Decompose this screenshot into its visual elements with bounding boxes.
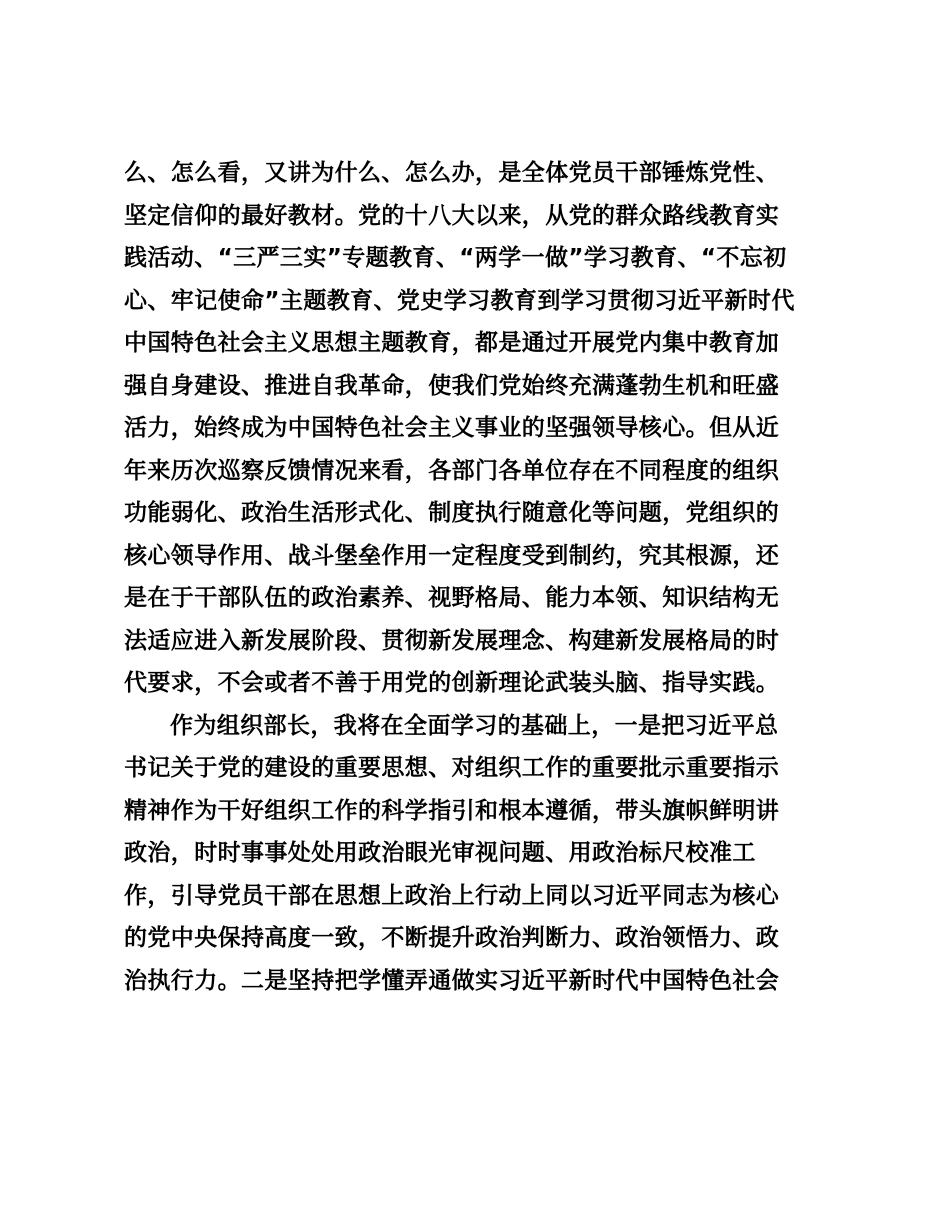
text-line: 的党中央保持高度一致，不断提升政治判断力、政治领悟力、政 [124,925,780,951]
text-line: 法适应进入新发展阶段、贯彻新发展理念、构建新发展格局的时 [124,627,780,654]
text-line: 么、怎么看，又讲为什么、怎么办，是全体党员干部锤炼党性、 [124,160,780,186]
text-line: 年来历次巡察反馈情况来看，各部门各单位存在不同程度的组织 [124,457,780,484]
text-line: 是在于干部队伍的政治素养、视野格局、能力本领、知识结构无 [124,585,780,611]
text-line: 核心领导作用、战斗堡垒作用一定程度受到制约，究其根源，还 [124,542,780,569]
text-line: 作，引导党员干部在思想上政治上行动上同以习近平同志为核心 [124,882,780,909]
text-line: 治执行力。二是坚持把学懂弄通做实习近平新时代中国特色社会 [124,967,780,994]
text-line: 中国特色社会主义思想主题教育，都是通过开展党内集中教育加 [124,330,780,356]
text-line: 代要求，不会或者不善于用党的创新理论武装头脑、指导实践。 [124,670,780,696]
text-line: 精神作为干好组织工作的科学指引和根本遵循，带头旗帜鲜明讲 [124,797,780,824]
paragraph-first-line: 作为组织部长，我将在全面学习的基础上，一是把习近平总 [170,712,779,739]
text-line: 心、牢记使命”主题教育、党史学习教育到学习贯彻习近平新时代 [124,287,795,314]
text-line: 书记关于党的建设的重要思想、对组织工作的重要批示重要指示 [124,755,780,781]
text-line: 活力，始终成为中国特色社会主义事业的坚强领导核心。但从近 [124,415,780,441]
text-line: 坚定信仰的最好教材。党的十八大以来，从党的群众路线教育实 [124,202,780,229]
text-line: 功能弱化、政治生活形式化、制度执行随意化等问题，党组织的 [124,500,780,526]
text-line: 践活动、“三严三实”专题教育、“两学一做”学习教育、“不忘初 [124,245,787,271]
text-line: 政治，时时事事处处用政治眼光审视问题、用政治标尺校准工 [124,840,756,866]
body-text [124,152,834,1002]
text-line: 强自身建设、推进自我革命，使我们党始终充满蓬勃生机和旺盛 [124,372,780,399]
